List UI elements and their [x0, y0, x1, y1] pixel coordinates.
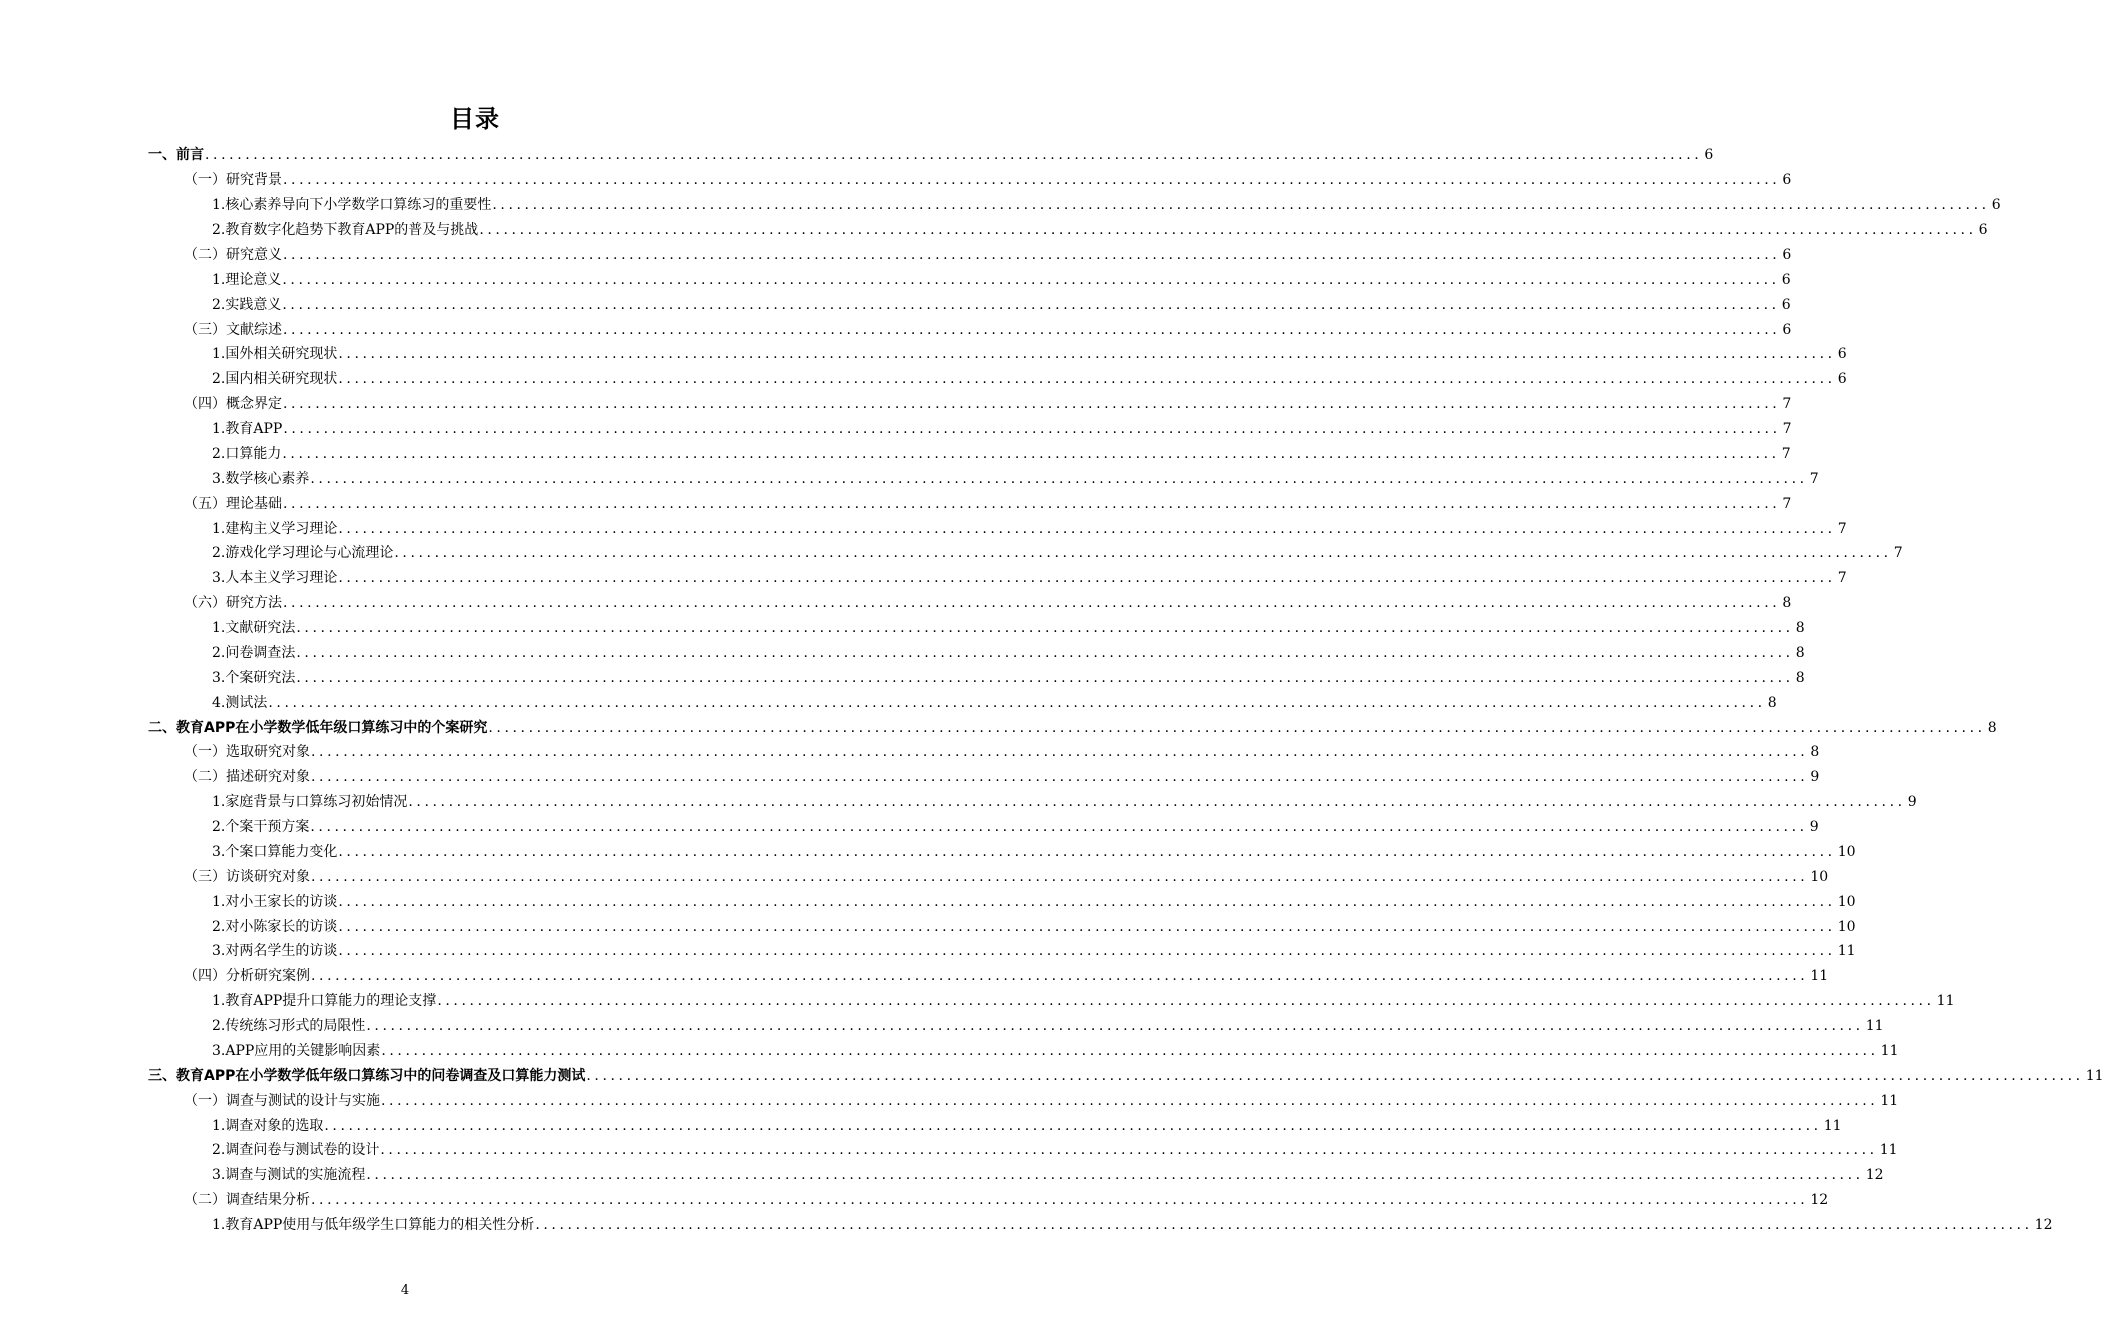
- toc-entry-title: 1.理论意义: [212, 271, 282, 288]
- toc-entry-title: （三）文献综述: [184, 321, 282, 338]
- toc-dot-leader: ..........................................................................................................................................................................................: [283, 495, 1781, 512]
- toc-entry-title: 3.个案口算能力变化: [212, 843, 338, 860]
- toc-entry-title: 3.调查与测试的实施流程: [212, 1167, 366, 1184]
- toc-entry-page-number: 8: [1782, 595, 1792, 612]
- toc-entry-level-3[interactable]: [148, 466, 1819, 491]
- toc-dot-leader: ..........................................................................................................................................................................................: [283, 172, 1781, 189]
- toc-entry-page-number: 10: [1810, 868, 1829, 885]
- toc-entry-title: 2.传统练习形式的局限性: [212, 1018, 366, 1035]
- toc-dot-leader: ..........................................................................................................................................................................................: [535, 1217, 2033, 1234]
- toc-dot-leader: ..........................................................................................................................................................................................: [586, 1067, 2084, 1084]
- toc-entry-title: 3.个案研究法: [212, 669, 296, 686]
- toc-entry-title: 3.人本主义学习理论: [212, 570, 338, 587]
- toc-entry-page-number: 8: [1795, 620, 1805, 637]
- toc-entry-level-3[interactable]: [148, 790, 1917, 815]
- toc-entry-title: 2.国内相关研究现状: [212, 371, 338, 388]
- toc-entry-level-3[interactable]: [148, 193, 2001, 218]
- toc-dot-leader: ..........................................................................................................................................................................................: [282, 271, 1780, 288]
- toc-entry-title: 2.口算能力: [212, 445, 282, 462]
- toc-entry-level-3[interactable]: [148, 1113, 1842, 1138]
- toc-entry-page-number: 12: [1865, 1167, 1884, 1184]
- toc-entry-page-number: 7: [1782, 421, 1792, 438]
- toc-entry-level-3[interactable]: [148, 1138, 1898, 1163]
- toc-entry-page-number: 11: [1936, 993, 1955, 1010]
- toc-entry-level-3[interactable]: [148, 1039, 1899, 1064]
- toc-dot-leader: ..........................................................................................................................................................................................: [338, 843, 1836, 860]
- toc-dot-leader: ..........................................................................................................................................................................................: [338, 346, 1836, 363]
- toc-entry-title: （四）分析研究案例: [184, 968, 310, 985]
- toc-entry-level-3[interactable]: [148, 989, 1955, 1014]
- toc-entry-title: 2.游戏化学习理论与心流理论: [212, 545, 394, 562]
- toc-entry-page-number: 7: [1837, 520, 1847, 537]
- toc-entry-level-2[interactable]: [148, 317, 1792, 342]
- toc-entry-title: （一）研究背景: [184, 172, 282, 189]
- toc-entry-level-3[interactable]: [148, 840, 1856, 865]
- toc-entry-title: （三）访谈研究对象: [184, 868, 310, 885]
- toc-entry-level-3[interactable]: [148, 367, 1847, 392]
- table-of-contents: [148, 143, 2104, 1238]
- toc-entry-title: （一）选取研究对象: [184, 744, 310, 761]
- toc-entry-level-2[interactable]: [148, 1088, 1899, 1113]
- toc-dot-leader: ..........................................................................................................................................................................................: [366, 1018, 1864, 1035]
- toc-entry-page-number: 8: [1810, 744, 1820, 761]
- toc-entry-title: 2.问卷调查法: [212, 644, 296, 661]
- toc-entry-level-3[interactable]: [148, 889, 1856, 914]
- toc-entry-page-number: 11: [1865, 1018, 1884, 1035]
- toc-dot-leader: ..........................................................................................................................................................................................: [488, 719, 1986, 736]
- toc-entry-level-3[interactable]: [148, 292, 1791, 317]
- toc-entry-page-number: 11: [1880, 1092, 1899, 1109]
- toc-entry-page-number: 6: [1978, 222, 1988, 239]
- toc-entry-level-3[interactable]: [148, 342, 1847, 367]
- toc-entry-level-3[interactable]: [148, 516, 1847, 541]
- toc-dot-leader: ..........................................................................................................................................................................................: [282, 296, 1780, 313]
- toc-entry-title: 2.调查问卷与测试卷的设计: [212, 1142, 380, 1159]
- toc-entry-page-number: 11: [2085, 1067, 2104, 1084]
- toc-dot-leader: ..........................................................................................................................................................................................: [338, 520, 1836, 537]
- toc-entry-page-number: 6: [1837, 346, 1847, 363]
- toc-entry-level-3[interactable]: [148, 566, 1847, 591]
- toc-entry-level-3[interactable]: [148, 541, 1903, 566]
- toc-entry-title: 一、前言: [148, 147, 204, 164]
- toc-entry-title: 1.教育APP使用与低年级学生口算能力的相关性分析: [212, 1217, 535, 1234]
- toc-dot-leader: ..........................................................................................................................................................................................: [381, 1042, 1879, 1059]
- toc-entry-page-number: 6: [1781, 271, 1791, 288]
- toc-entry-page-number: 10: [1837, 843, 1856, 860]
- toc-entry-level-3[interactable]: [148, 267, 1791, 292]
- toc-entry-page-number: 9: [1907, 794, 1917, 811]
- toc-entry-title: 2.实践意义: [212, 296, 282, 313]
- toc-dot-leader: ..........................................................................................................................................................................................: [283, 595, 1781, 612]
- toc-dot-leader: ..........................................................................................................................................................................................: [268, 694, 1766, 711]
- toc-entry-title: 1.调查对象的选取: [212, 1117, 324, 1134]
- toc-entry-page-number: 9: [1809, 819, 1819, 836]
- toc-entry-page-number: 12: [2034, 1217, 2053, 1234]
- toc-dot-leader: ..........................................................................................................................................................................................: [296, 620, 1794, 637]
- toc-entry-page-number: 6: [1704, 147, 1714, 164]
- toc-dot-leader: ..........................................................................................................................................................................................: [338, 371, 1836, 388]
- toc-entry-level-2[interactable]: [148, 392, 1792, 417]
- toc-entry-level-1[interactable]: [148, 1063, 2104, 1088]
- toc-dot-leader: ..........................................................................................................................................................................................: [311, 868, 1809, 885]
- toc-entry-title: 3.数学核心素养: [212, 470, 310, 487]
- toc-entry-title: 1.家庭背景与口算练习初始情况: [212, 794, 408, 811]
- toc-entry-level-3[interactable]: [148, 1213, 2053, 1238]
- toc-entry-page-number: 11: [1810, 968, 1829, 985]
- toc-entry-page-number: 6: [1781, 296, 1791, 313]
- toc-entry-level-3[interactable]: [148, 815, 1819, 840]
- toc-dot-leader: ..........................................................................................................................................................................................: [338, 943, 1836, 960]
- toc-entry-title: 二、教育APP在小学数学低年级口算练习中的个案研究: [148, 719, 488, 736]
- toc-entry-page-number: 11: [1879, 1142, 1898, 1159]
- toc-entry-page-number: 7: [1893, 545, 1903, 562]
- toc-dot-leader: ..........................................................................................................................................................................................: [283, 421, 1781, 438]
- toc-entry-page-number: 10: [1837, 918, 1856, 935]
- toc-entry-page-number: 11: [1880, 1042, 1899, 1059]
- toc-dot-leader: ..........................................................................................................................................................................................: [479, 222, 1977, 239]
- toc-dot-leader: ..........................................................................................................................................................................................: [408, 794, 1906, 811]
- toc-entry-level-3[interactable]: [148, 1163, 1884, 1188]
- toc-entry-page-number: 11: [1823, 1117, 1842, 1134]
- toc-entry-level-2[interactable]: [148, 243, 1792, 268]
- toc-dot-leader: ..........................................................................................................................................................................................: [492, 197, 1990, 214]
- toc-dot-leader: ..........................................................................................................................................................................................: [283, 396, 1781, 413]
- toc-entry-level-3[interactable]: [148, 1014, 1884, 1039]
- toc-entry-title: 3.APP应用的关键影响因素: [212, 1042, 381, 1059]
- toc-entry-level-3[interactable]: [148, 665, 1805, 690]
- toc-dot-leader: ..........................................................................................................................................................................................: [283, 321, 1781, 338]
- toc-entry-level-2[interactable]: [148, 864, 1829, 889]
- toc-entry-level-3[interactable]: [148, 914, 1856, 939]
- toc-dot-leader: ..........................................................................................................................................................................................: [324, 1117, 1822, 1134]
- toc-dot-leader: ..........................................................................................................................................................................................: [296, 669, 1794, 686]
- toc-entry-page-number: 11: [1837, 943, 1856, 960]
- toc-entry-page-number: 8: [1795, 644, 1805, 661]
- toc-entry-level-3[interactable]: [148, 417, 1792, 442]
- page-number: 4: [400, 1283, 410, 1298]
- toc-entry-title: 2.个案干预方案: [212, 819, 310, 836]
- toc-dot-leader: ..........................................................................................................................................................................................: [311, 769, 1809, 786]
- toc-entry-title: （二）描述研究对象: [184, 769, 310, 786]
- toc-entry-title: 2.教育数字化趋势下教育APP的普及与挑战: [212, 222, 479, 239]
- toc-entry-page-number: 6: [1782, 172, 1792, 189]
- toc-entry-level-1[interactable]: [148, 715, 1997, 740]
- toc-dot-leader: ..........................................................................................................................................................................................: [394, 545, 1892, 562]
- toc-entry-page-number: 6: [1837, 371, 1847, 388]
- toc-entry-title: 1.核心素养导向下小学数学口算练习的重要性: [212, 197, 492, 214]
- toc-entry-level-3[interactable]: [148, 616, 1805, 641]
- toc-entry-page-number: 7: [1809, 470, 1819, 487]
- toc-dot-leader: ..........................................................................................................................................................................................: [296, 644, 1794, 661]
- toc-entry-page-number: 9: [1810, 769, 1820, 786]
- toc-entry-page-number: 7: [1782, 396, 1792, 413]
- toc-dot-leader: ..........................................................................................................................................................................................: [366, 1167, 1864, 1184]
- toc-entry-level-2[interactable]: [148, 168, 1792, 193]
- toc-entry-title: 1.教育APP提升口算能力的理论支撑: [212, 993, 437, 1010]
- toc-entry-page-number: 6: [1991, 197, 2001, 214]
- toc-entry-level-2[interactable]: [148, 765, 1820, 790]
- toc-dot-leader: ..........................................................................................................................................................................................: [310, 819, 1808, 836]
- toc-entry-page-number: 7: [1781, 445, 1791, 462]
- toc-dot-leader: ..........................................................................................................................................................................................: [381, 1092, 1879, 1109]
- toc-entry-title: （二）研究意义: [184, 246, 282, 263]
- toc-entry-title: （五）理论基础: [184, 495, 282, 512]
- toc-entry-title: 三、教育APP在小学数学低年级口算练习中的问卷调查及口算能力测试: [148, 1067, 586, 1084]
- toc-entry-level-3[interactable]: [148, 442, 1791, 467]
- toc-entry-level-2[interactable]: [148, 591, 1792, 616]
- toc-entry-page-number: 6: [1782, 246, 1792, 263]
- toc-dot-leader: ..........................................................................................................................................................................................: [437, 993, 1935, 1010]
- toc-entry-title: 1.建构主义学习理论: [212, 520, 338, 537]
- toc-entry-level-2[interactable]: [148, 740, 1820, 765]
- toc-entry-page-number: 6: [1782, 321, 1792, 338]
- toc-dot-leader: ..........................................................................................................................................................................................: [311, 968, 1809, 985]
- toc-entry-page-number: 7: [1782, 495, 1792, 512]
- toc-entry-title: 1.教育APP: [212, 421, 283, 438]
- toc-entry-level-3[interactable]: [148, 641, 1805, 666]
- toc-entry-level-3[interactable]: [148, 218, 1988, 243]
- toc-dot-leader: ..........................................................................................................................................................................................: [338, 918, 1836, 935]
- toc-entry-page-number: 7: [1837, 570, 1847, 587]
- toc-entry-page-number: 8: [1795, 669, 1805, 686]
- toc-entry-title: 4.测试法: [212, 694, 268, 711]
- toc-entry-title: 1.文献研究法: [212, 620, 296, 637]
- toc-dot-leader: ..........................................................................................................................................................................................: [380, 1142, 1878, 1159]
- toc-entry-title: （一）调查与测试的设计与实施: [184, 1092, 380, 1109]
- toc-entry-page-number: 8: [1987, 719, 1997, 736]
- toc-entry-title: 2.对小陈家长的访谈: [212, 918, 338, 935]
- toc-dot-leader: ..........................................................................................................................................................................................: [282, 445, 1780, 462]
- toc-entry-level-2[interactable]: [148, 491, 1792, 516]
- toc-entry-title: 3.对两名学生的访谈: [212, 943, 338, 960]
- toc-dot-leader: ..........................................................................................................................................................................................: [338, 893, 1836, 910]
- toc-entry-level-1[interactable]: [148, 143, 1714, 168]
- toc-entry-level-2[interactable]: [148, 1188, 1829, 1213]
- toc-dot-leader: ..........................................................................................................................................................................................: [338, 570, 1836, 587]
- toc-entry-title: （二）调查结果分析: [184, 1192, 310, 1209]
- toc-entry-level-2[interactable]: [148, 964, 1829, 989]
- toc-entry-title: （六）研究方法: [184, 595, 282, 612]
- toc-title: 目录: [450, 105, 500, 133]
- toc-entry-title: 1.对小王家长的访谈: [212, 893, 338, 910]
- toc-entry-level-3[interactable]: [148, 939, 1856, 964]
- toc-entry-title: 1.国外相关研究现状: [212, 346, 338, 363]
- toc-dot-leader: ..........................................................................................................................................................................................: [311, 1192, 1809, 1209]
- toc-dot-leader: ..........................................................................................................................................................................................: [311, 744, 1809, 761]
- toc-entry-level-3[interactable]: [148, 690, 1777, 715]
- toc-dot-leader: ..........................................................................................................................................................................................: [283, 246, 1781, 263]
- toc-entry-page-number: 10: [1837, 893, 1856, 910]
- toc-dot-leader: ..........................................................................................................................................................................................: [310, 470, 1808, 487]
- toc-entry-page-number: 8: [1767, 694, 1777, 711]
- toc-entry-page-number: 12: [1810, 1192, 1829, 1209]
- toc-entry-title: （四）概念界定: [184, 396, 282, 413]
- toc-dot-leader: ..........................................................................................................................................................................................: [205, 147, 1703, 164]
